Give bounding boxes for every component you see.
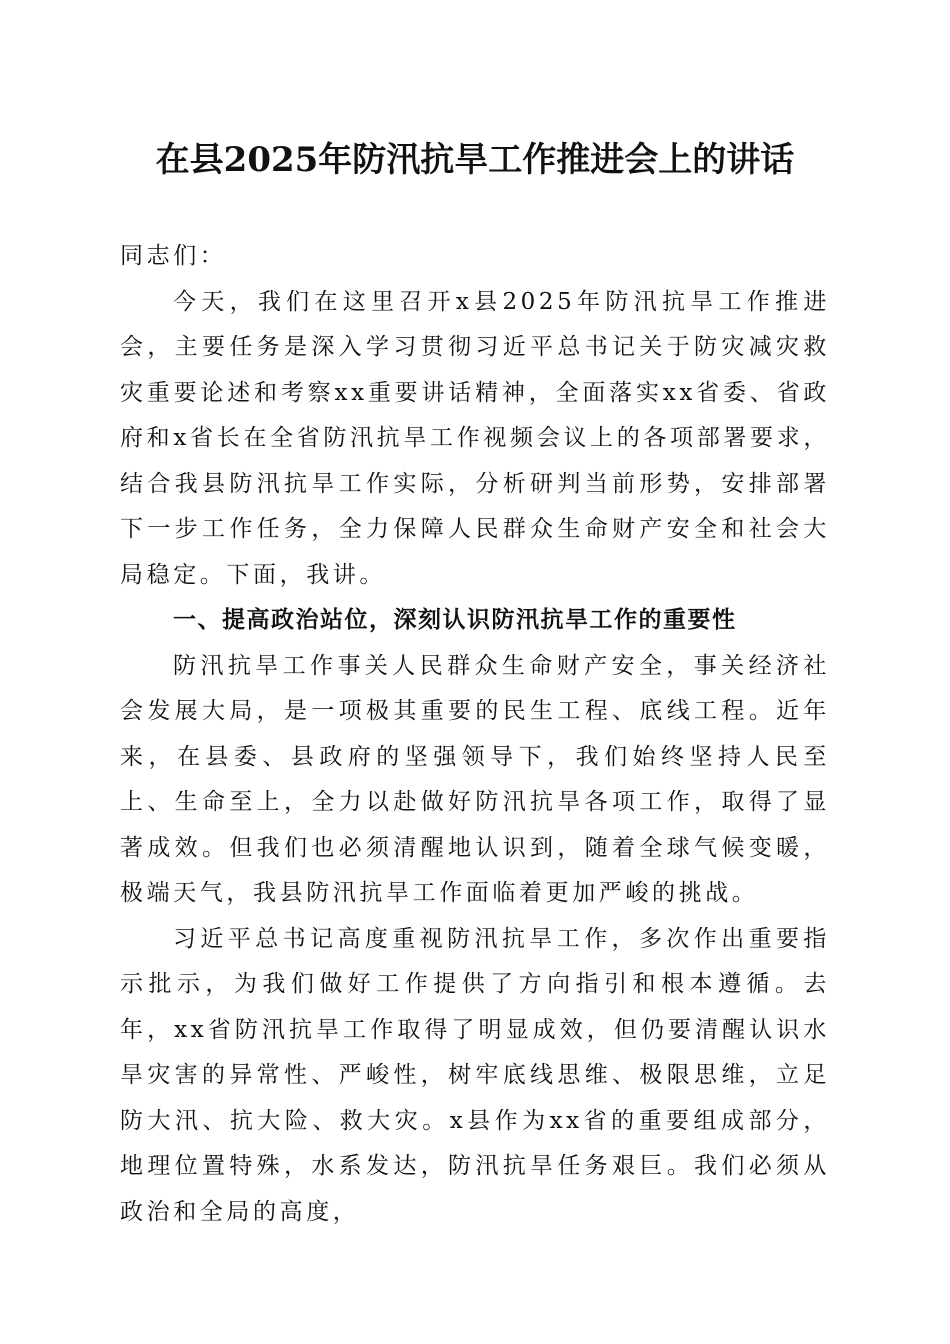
paragraph-instructions: 习近平总书记高度重视防汛抗旱工作，多次作出重要指示批示，为我们做好工作提供了方向指引和根本遵循。去年，xx省防汛抗旱工作取得了明显成效，但仍要清醒认识水旱灾害的异常性、严峻性，树牢底线思维、极限思维，立足防大汛、抗大险、救大灾。x县作为xx省的重要组成部分，地理位置特殊，水系发达，防汛抗旱任务艰巨。我们必须从政治和全局的高度， [120,925,830,1225]
section-heading: 一、提高政治站位，深刻认识防汛抗旱工作的重要性 [173,607,737,633]
paragraph-intro: 今天，我们在这里召开x县2025年防汛抗旱工作推进会，主要任务是深入学习贯彻习近平总书记关于防灾减灾救灾重要论述和考察xx重要讲话精神，全面落实xx省委、省政府和x省长在全省防汛抗旱工作视频会议上的各项部署要求，结合我县防汛抗旱工作实际，分析研判当前形势，安排部署下一步工作任务，全力保障人民群众生命财产安全和社会大局稳定。下面，我讲。 [120,288,830,588]
salutation: 同志们： [120,243,227,269]
document-body [120,234,830,1235]
paragraph-importance: 防汛抗旱工作事关人民群众生命财产安全，事关经济社会发展大局，是一项极其重要的民生工程、底线工程。近年来，在县委、县政府的坚强领导下，我们始终坚持人民至上、生命至上，全力以赴做好防汛抗旱各项工作，取得了显著成效。但我们也必须清醒地认识到，随着全球气候变暖，极端天气，我县防汛抗旱工作面临着更加严峻的挑战。 [120,652,830,906]
document-title: 在县2025年防汛抗旱工作推进会上的讲话 [155,140,795,180]
